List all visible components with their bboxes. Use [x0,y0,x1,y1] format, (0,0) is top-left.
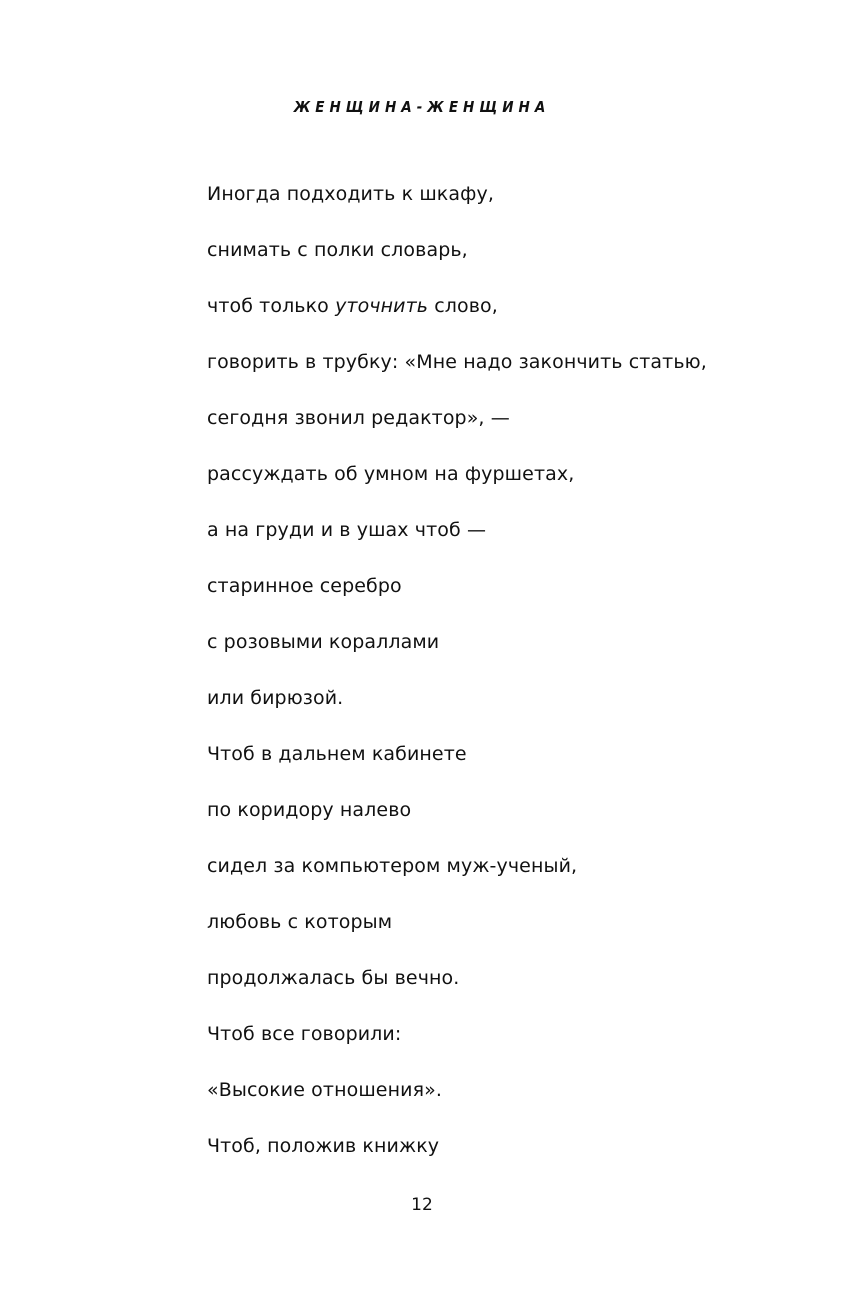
poem-line: сегодня звонил редактор», — [207,407,510,429]
poem-line: Чтоб все говорили: [207,1023,402,1045]
page-number: 12 [411,1195,433,1215]
poem-line [207,278,804,334]
poem-line: любовь с которым [207,911,393,933]
poem-line: или бирюзой. [207,687,344,709]
poem-line: Чтоб в дальнем кабинете [207,743,467,765]
poem-line: сидел за компьютером муж-ученый, [207,855,578,877]
poem-line: а на груди и в ушах чтоб — [207,519,487,541]
poem-line: по коридору налево [207,799,412,821]
poem-line: старинное серебро [207,575,402,597]
emphasized-word: уточнить [335,295,429,317]
poem-line: говорить в трубку: «Мне надо закончить статью, [207,351,707,373]
poem-line: с розовыми кораллами [207,631,440,653]
poem-line-text: слово, [428,295,498,317]
poem-line: рассуждать об умном на фуршетах, [207,463,575,485]
poem-line: Чтоб, положив книжку [207,1135,440,1157]
poem-line: снимать с полки словарь, [207,239,468,261]
poem-line: продолжалась бы вечно. [207,967,460,989]
poem-line-text: чтоб только [207,295,336,317]
poem-line: Иногда подходить к шкафу, [207,183,494,205]
poem-text [207,166,804,1174]
poem-line: «Высокие отношения». [207,1079,442,1101]
running-title: ЖЕНЩИНА-ЖЕНЩИНА [293,98,551,116]
